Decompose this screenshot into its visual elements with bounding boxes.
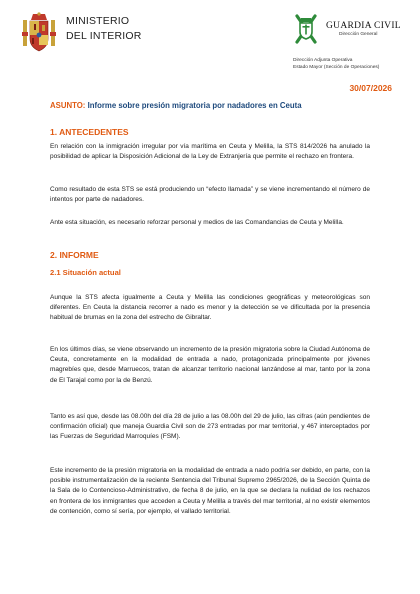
- subsection-heading-situacion: 2.1 Situación actual: [50, 268, 121, 277]
- ministry-line-2: DEL INTERIOR: [66, 30, 142, 42]
- subject-label: ASUNTO:: [50, 101, 86, 110]
- section-heading-antecedentes: 1. ANTECEDENTES: [50, 127, 129, 137]
- paragraph: Como resultado de esta STS se está produciendo un “efecto llamada” y se viene incrementando el número de intentos por parte de nadadores.: [50, 186, 370, 204]
- guardia-civil-emblem-icon: [291, 12, 321, 46]
- ministry-line-1: MINISTERIO: [66, 15, 130, 27]
- paragraph: Tanto es así que, desde las 08.00h del día 28 de julio a las 08.00h del 29 de julio, las cifras (aún pendientes de confirmación oficial) que maneja Guardia Civil son de 273 entradas por mar territorial, y 467 interceptados por las Fuerzas de Seguridad Marroquíes (FSM).: [50, 413, 370, 441]
- subject-text: Informe sobre presión migratoria por nadadores en Ceuta: [87, 101, 302, 110]
- document-date: 30/07/2026: [349, 83, 392, 93]
- section-heading-informe: 2. INFORME: [50, 250, 99, 260]
- paragraph: Aunque la STS afecta igualmente a Ceuta y Melilla las condiciones geográficas y meteorológicas son diferentes. En Ceuta la distancia recorrer a nado es menor y la detección se ve dificultada por la presencia habitual de brumas en la zona del estrecho de Gibraltar.: [50, 294, 370, 322]
- paragraph: En los últimos días, se viene observando un incremento de la presión migratoria sobre la Ciudad Autónoma de Ceuta, concretamente en la modalidad de entrada a nado, protagonizada principalmente por jóvenes magrebíes que, desde Marruecos, tratan de alcanzar territorio nacional lanzándose al mar, tanto por la zona de El Tarajal como por la de Benzú.: [50, 346, 370, 384]
- subject-line: [50, 101, 302, 110]
- ministry-name: [66, 14, 142, 44]
- paragraph: En relación con la inmigración irregular por vía marítima en Ceuta y Melilla, la STS 814/2026 ha anulado la posibilidad de aplicar la Disposición Adicional de la Ley de Extranjería que permite el rechazo en frontera.: [50, 143, 370, 161]
- department-line-2: Estado Mayor (Sección de Operaciones): [293, 64, 380, 70]
- coat-of-arms-icon: [22, 12, 56, 56]
- paragraph: Ante esta situación, es necesario reforzar personal y medios de las Comandancias de Ceuta y Melilla.: [50, 219, 344, 226]
- guardia-civil-title: GUARDIA CIVIL: [326, 21, 401, 31]
- guardia-civil-subtitle: Dirección General: [339, 32, 378, 37]
- paragraph: Este incremento de la presión migratoria en la modalidad de entrada a nado podría ser debido, en parte, con la posible instrumentalización de la reciente Sentencia del Tribunal Supremo 2965/2026, de la Sección Quinta de la Sala de lo Contencioso-Administrativo, de fecha 8 de julio, en la que se declara la nulidad de los rechazos en frontera de los inmigrantes que acceden a Ceuta y Melilla a través del mar territorial, al no existir elementos de contención, como sí sería, por ejemplo, el vallado territorial.: [50, 467, 370, 515]
- department-line-1: Dirección Adjunta Operativa: [293, 58, 353, 63]
- department-block: [293, 58, 379, 71]
